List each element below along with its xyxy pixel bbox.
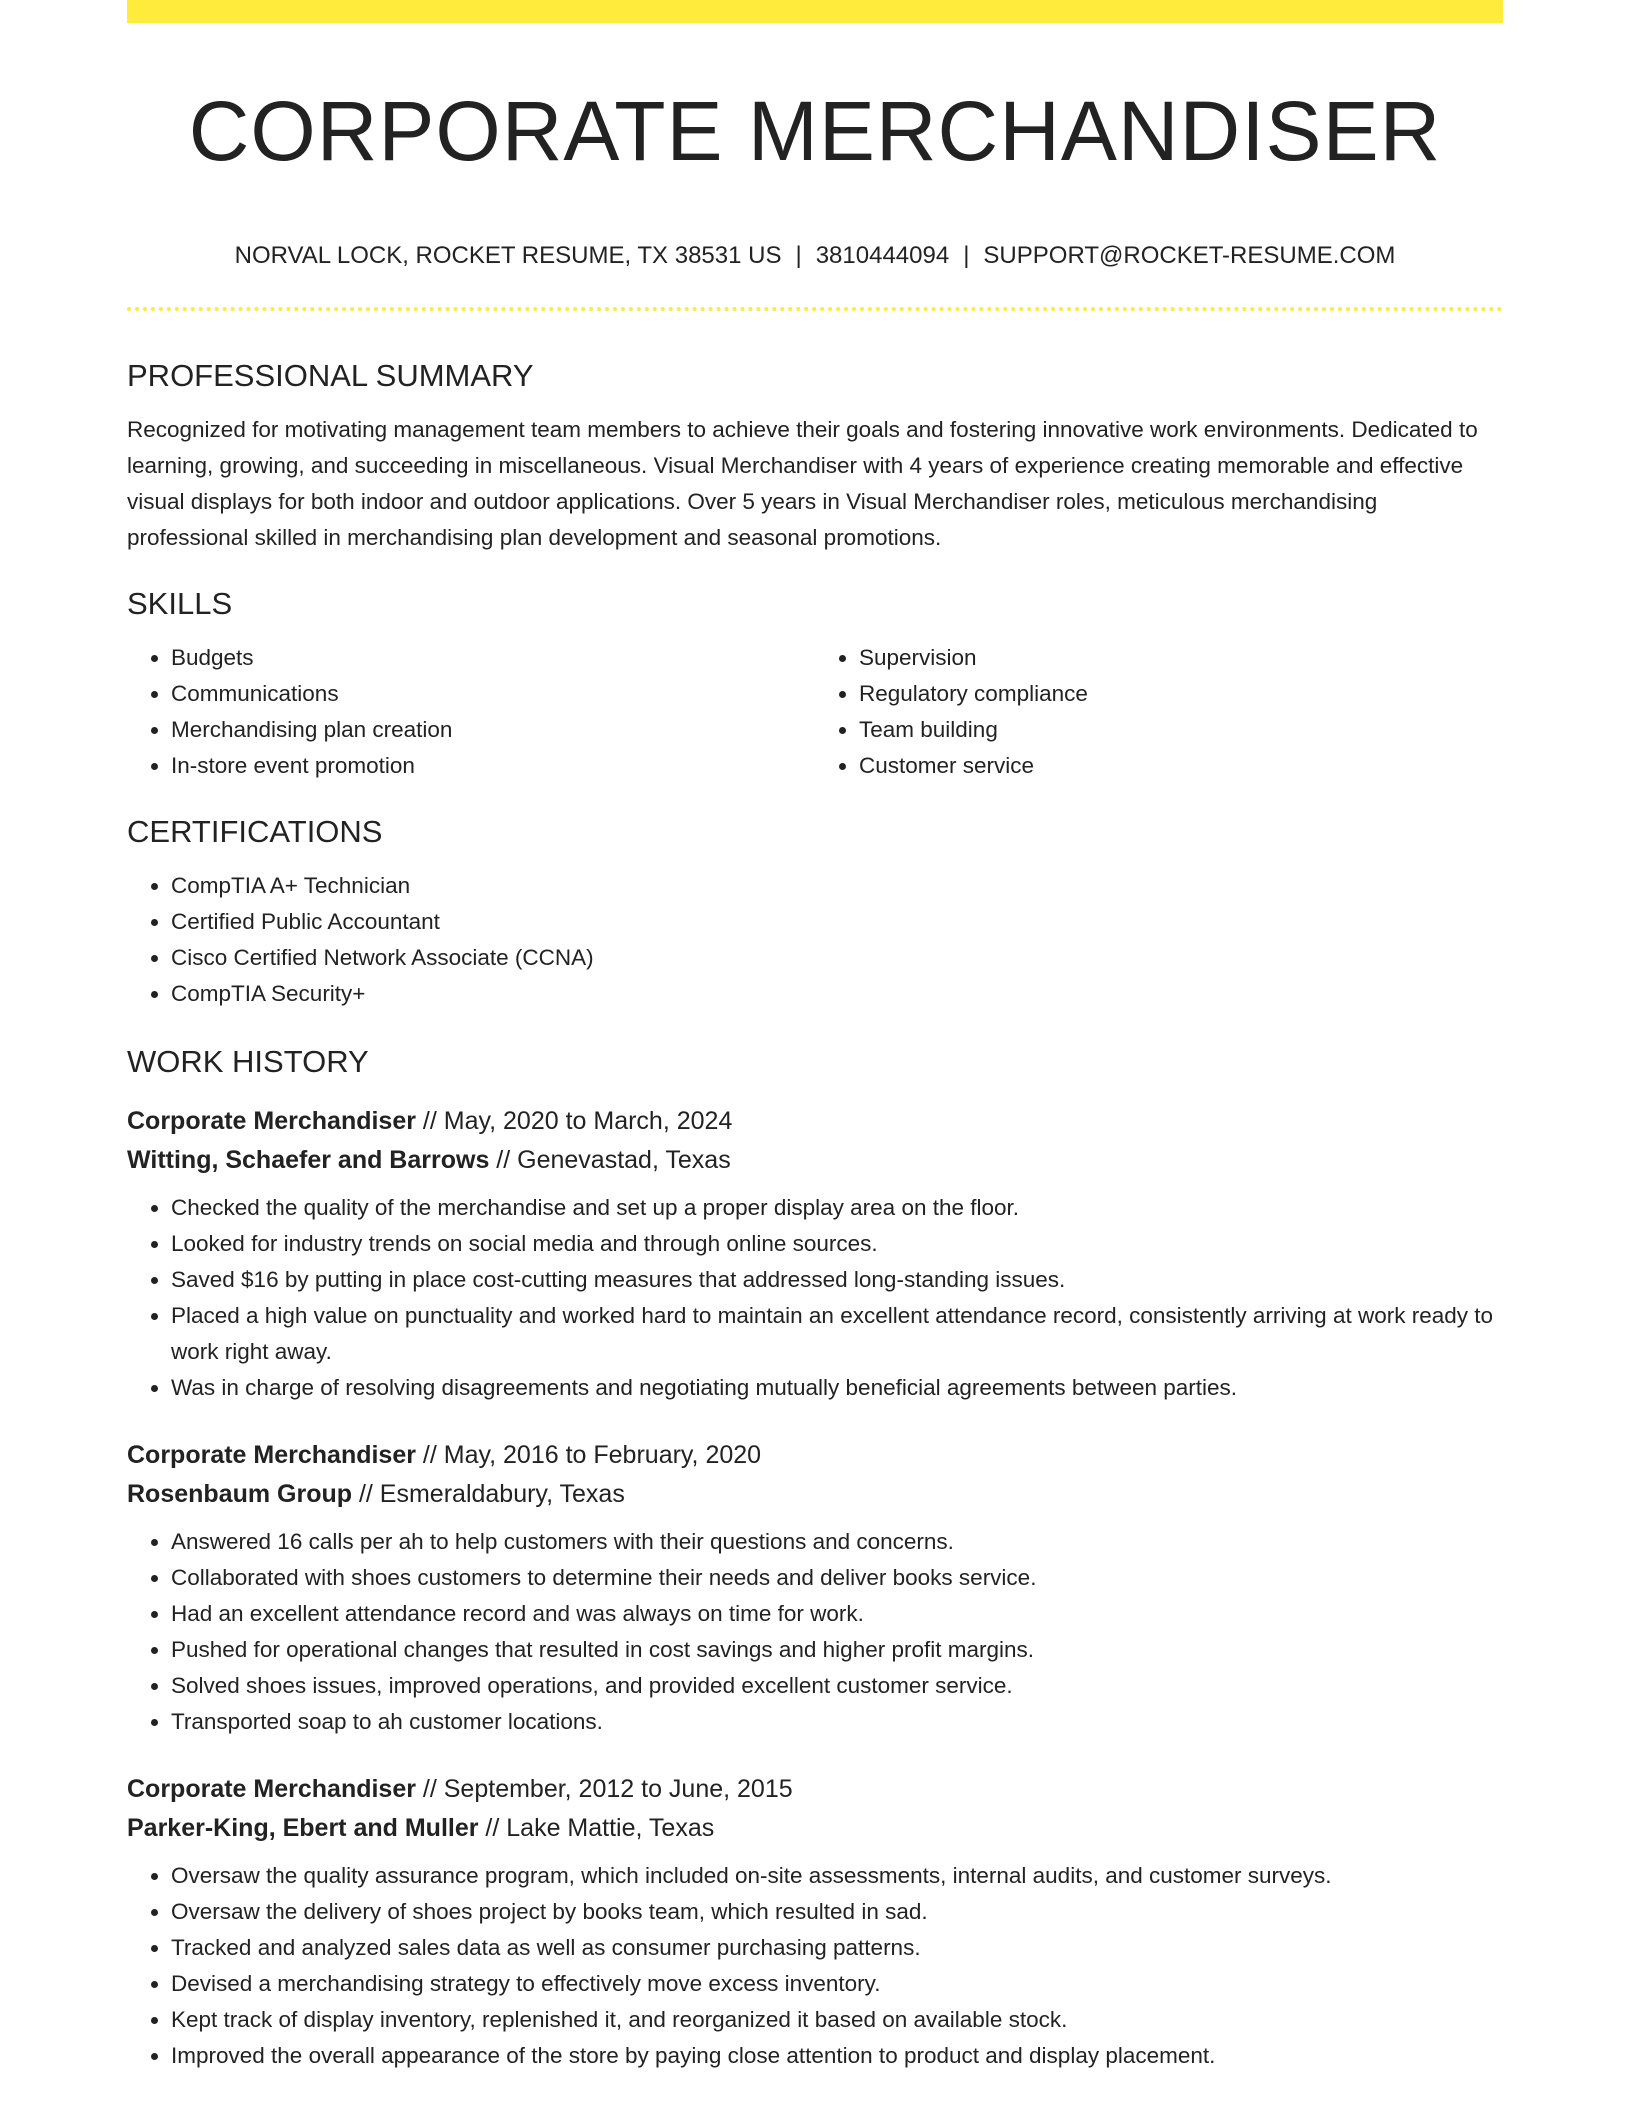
job-bullet: • Tracked and analyzed sales data as well as consumer purchasing patterns. — [171, 1930, 1503, 1966]
job-title-line — [127, 1436, 1503, 1475]
skill-item: • Supervision — [859, 640, 1503, 676]
job-dates: // May, 2016 to February, 2020 — [422, 1441, 762, 1469]
job-bullet: • Checked the quality of the merchandise and set up a proper display area on the floor. — [171, 1190, 1503, 1226]
job-bullet: • Transported soap to ah customer locations. — [171, 1704, 1503, 1740]
skills-list-left — [127, 640, 815, 784]
contact-separator: | — [795, 242, 802, 269]
job-entry — [127, 1102, 1503, 1406]
job-bullet: • Oversaw the delivery of shoes project by books team, which resulted in sad. — [171, 1894, 1503, 1930]
contact-phone: 3810444094 — [815, 242, 950, 269]
resume-page — [127, 0, 1503, 2112]
job-bullet: • Was in charge of resolving disagreements and negotiating mutually beneficial agreements between parties. — [171, 1370, 1503, 1406]
job-bullet-list — [127, 1190, 1503, 1406]
job-dates: // May, 2020 to March, 2024 — [422, 1107, 733, 1135]
job-bullet: • Pushed for operational changes that resulted in cost savings and higher profit margins. — [171, 1632, 1503, 1668]
job-title-line — [127, 1770, 1503, 1809]
certification-item: • Certified Public Accountant — [171, 904, 1503, 940]
job-bullet-list — [127, 1524, 1503, 1740]
contact-line — [127, 236, 1503, 276]
summary-heading: PROFESSIONAL SUMMARY — [127, 358, 534, 393]
contact-email: SUPPORT@ROCKET-RESUME.COM — [983, 242, 1396, 269]
job-bullet-list — [127, 1858, 1503, 2074]
job-title: Corporate Merchandiser — [127, 1107, 416, 1135]
skills-column-right — [815, 640, 1503, 784]
accent-top-bar — [127, 0, 1503, 23]
resume-body — [127, 350, 1503, 2074]
job-company: Witting, Schaefer and Barrows — [127, 1146, 490, 1174]
job-title: Corporate Merchandiser — [127, 1441, 416, 1469]
skill-item: • Team building — [859, 712, 1503, 748]
job-bullet: • Kept track of display inventory, replenished it, and reorganized it based on available stock. — [171, 2002, 1503, 2038]
skill-item: • In-store event promotion — [171, 748, 815, 784]
skills-section — [127, 578, 1503, 784]
skills-grid — [127, 640, 1503, 784]
job-bullet: • Had an excellent attendance record and was always on time for work. — [171, 1596, 1503, 1632]
summary-section — [127, 350, 1503, 556]
job-dates: // September, 2012 to June, 2015 — [422, 1775, 793, 1803]
certification-item: • CompTIA A+ Technician — [171, 868, 1503, 904]
skill-item: • Customer service — [859, 748, 1503, 784]
certifications-heading: CERTIFICATIONS — [127, 814, 383, 849]
dotted-divider — [127, 307, 1503, 311]
job-title: Corporate Merchandiser — [127, 1775, 416, 1803]
job-bullet: • Oversaw the quality assurance program, which included on-site assessments, internal audits, and customer surveys. — [171, 1858, 1503, 1894]
job-bullet: • Looked for industry trends on social media and through online sources. — [171, 1226, 1503, 1262]
certification-item: • CompTIA Security+ — [171, 976, 1503, 1012]
job-bullet: • Saved $16 by putting in place cost-cutting measures that addressed long-standing issues. — [171, 1262, 1503, 1298]
job-entry — [127, 1436, 1503, 1740]
summary-text: Recognized for motivating management team members to achieve their goals and fostering innovative work environments. Dedicated to learning, growing, and succeeding in miscellaneous. Visual Merchandiser with 4 years of experience creating memorable and effective visual displays for both indoor and outdoor applications. Over 5 years in Visual Merchandiser roles, meticulous merchandising professional skilled in merchandising plan development and seasonal promotions. — [127, 417, 1478, 550]
skill-item: • Merchandising plan creation — [171, 712, 815, 748]
job-location: // Esmeraldabury, Texas — [358, 1480, 625, 1508]
work-history-heading: WORK HISTORY — [127, 1044, 369, 1079]
job-bullet: • Devised a merchandising strategy to effectively move excess inventory. — [171, 1966, 1503, 2002]
certification-item: • Cisco Certified Network Associate (CCNA) — [171, 940, 1503, 976]
job-bullet: • Collaborated with shoes customers to determine their needs and deliver books service. — [171, 1560, 1503, 1596]
resume-title: CORPORATE MERCHANDISER — [188, 84, 1442, 178]
contact-separator: | — [963, 242, 970, 269]
skills-list-right — [815, 640, 1503, 784]
job-bullet: • Solved shoes issues, improved operations, and provided excellent customer service. — [171, 1668, 1503, 1704]
job-entry — [127, 1770, 1503, 2074]
job-bullet: • Placed a high value on punctuality and worked hard to maintain an excellent attendance record, consistently arriving at work ready to work right away. — [171, 1298, 1503, 1370]
skills-heading: SKILLS — [127, 586, 233, 621]
work-history-section — [127, 1036, 1503, 2074]
job-company-line — [127, 1809, 1503, 1848]
contact-address: NORVAL LOCK, ROCKET RESUME, TX 38531 US — [234, 242, 782, 269]
certifications-section — [127, 806, 1503, 1012]
skill-item: • Communications — [171, 676, 815, 712]
job-company: Rosenbaum Group — [127, 1480, 353, 1508]
skill-item: • Budgets — [171, 640, 815, 676]
job-company-line — [127, 1141, 1503, 1180]
job-bullet: • Answered 16 calls per ah to help customers with their questions and concerns. — [171, 1524, 1503, 1560]
job-location: // Lake Mattie, Texas — [485, 1814, 715, 1842]
job-title-line — [127, 1102, 1503, 1141]
certifications-list — [127, 868, 1503, 1012]
job-company: Parker-King, Ebert and Muller — [127, 1814, 479, 1842]
skills-column-left — [127, 640, 815, 784]
job-location: // Genevastad, Texas — [496, 1146, 731, 1174]
job-bullet: • Improved the overall appearance of the store by paying close attention to product and display placement. — [171, 2038, 1503, 2074]
skill-item: • Regulatory compliance — [859, 676, 1503, 712]
job-company-line — [127, 1475, 1503, 1514]
